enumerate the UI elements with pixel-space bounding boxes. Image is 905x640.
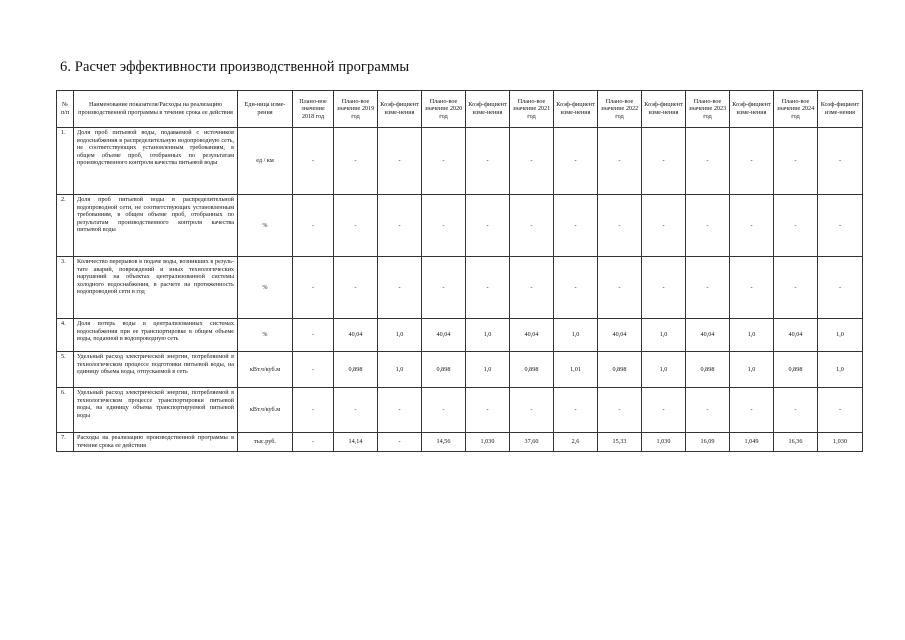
value-cell: - [422,388,466,433]
header-cell: Плано-вое значение 2018 год [293,91,334,128]
value-cell: - [642,195,686,257]
value-cell: - [334,128,378,195]
value-cell: 0,898 [686,352,730,388]
value-cell: 0,898 [598,352,642,388]
value-cell: 14,14 [334,433,378,452]
value-cell: - [510,128,554,195]
value-cell: - [554,257,598,319]
value-cell: 0,898 [510,352,554,388]
value-cell: - [642,388,686,433]
value-cell: 0,898 [422,352,466,388]
value-cell: 40,04 [774,319,818,352]
value-cell: - [730,195,774,257]
value-cell: - [293,195,334,257]
value-cell: - [730,257,774,319]
value-cell: - [422,257,466,319]
table-row [57,319,863,352]
value-cell: - [686,195,730,257]
unit-cell: % [238,195,293,257]
header-cell: Коэф-фициент изме-нения [818,91,863,128]
header-cell: Коэф-фициент изме-нения [466,91,510,128]
value-cell: - [422,195,466,257]
row-number: 7. [57,433,74,452]
value-cell: - [686,257,730,319]
value-cell: - [378,433,422,452]
value-cell: 40,04 [334,319,378,352]
table-row [57,257,863,319]
value-cell: 15,33 [598,433,642,452]
value-cell: 2,6 [554,433,598,452]
header-cell: Еди-ница изме-рения [238,91,293,128]
value-cell: 40,04 [422,319,466,352]
value-cell: 37,60 [510,433,554,452]
value-cell: - [293,352,334,388]
header-cell: Коэф-фициент изме-нения [378,91,422,128]
header-cell: Коэф-фициент изме-нения [642,91,686,128]
row-number: 6. [57,388,74,433]
value-cell: 1,0 [466,319,510,352]
header-cell: Коэф-фициент изме-нения [730,91,774,128]
table-row [57,388,863,433]
value-cell: - [293,433,334,452]
value-cell: - [466,388,510,433]
value-cell: - [818,388,863,433]
header-cell: Плано-вое значение 2021 год [510,91,554,128]
value-cell: - [334,195,378,257]
header-cell: Коэф-фициент изме-нения [554,91,598,128]
value-cell: 1,0 [818,319,863,352]
header-cell: Плано-вое значение 2019 год [334,91,378,128]
value-cell: - [334,388,378,433]
value-cell: - [293,128,334,195]
value-cell: - [554,128,598,195]
value-cell: - [686,128,730,195]
indicator-name: Доля проб питьевой воды в распределительной водопроводной сети, не соответствующих установленным требованиям, в общем объеме проб, отобранных по результатам производственного контроля качества питьевой воды [74,195,238,257]
indicator-name: Количество перерывов в подаче воды, возникших в резуль-тате аварий, повреждений и иных технологических нарушений на объектах централизованной системы холодного водоснабжения, в расчете на протяженность водопроводной сети в год [74,257,238,319]
value-cell: 1,030 [466,433,510,452]
value-cell: - [510,195,554,257]
row-number: 4. [57,319,74,352]
value-cell: - [334,257,378,319]
table-row [57,128,863,195]
value-cell: - [466,257,510,319]
value-cell: - [774,388,818,433]
value-cell: - [378,388,422,433]
header-cell: № п/п [57,91,74,128]
value-cell: - [774,257,818,319]
value-cell: - [598,257,642,319]
row-number: 2. [57,195,74,257]
value-cell: - [378,128,422,195]
header-cell: Наименование показателя/Расходы на реализацию производственной программы в течение срока ее действия [74,91,238,128]
value-cell: 1,0 [730,352,774,388]
value-cell: - [774,195,818,257]
value-cell: - [686,388,730,433]
value-cell: - [554,195,598,257]
value-cell: 1,0 [730,319,774,352]
value-cell: 16,09 [686,433,730,452]
value-cell: 1,01 [554,352,598,388]
value-cell: 0,898 [334,352,378,388]
value-cell: - [598,388,642,433]
indicator-name: Доля потерь воды в централизованных системах водоснабжения при ее транспортировке в общем объеме воды, поданной в водопроводную сеть [74,319,238,352]
table-row [57,433,863,452]
value-cell: 16,36 [774,433,818,452]
header-cell: Плано-вое значение 2024 год [774,91,818,128]
indicator-name: Удельный расход электрической энергии, потребляемой в технологическом процессе транспортировки питьевой воды, на единицу объема транспортируемой питьевой воды [74,388,238,433]
value-cell: - [378,195,422,257]
value-cell: - [293,319,334,352]
value-cell: - [818,257,863,319]
value-cell: - [510,388,554,433]
table-row [57,352,863,388]
value-cell: - [730,388,774,433]
header-cell: Плано-вое значение 2022 год [598,91,642,128]
header-cell: Плано-вое значение 2020 год [422,91,466,128]
value-cell: 1,0 [466,352,510,388]
header-cell: Плано-вое значение 2023 год [686,91,730,128]
indicator-name: Удельный расход электрической энергии, потребляемой в технологическом процессе подготовки питьевой воды, на единицу объема воды, отпускаемой в сеть [74,352,238,388]
value-cell: 1,0 [642,319,686,352]
table-header-row [57,91,863,128]
value-cell: - [293,388,334,433]
value-cell: - [730,128,774,195]
value-cell: - [510,257,554,319]
value-cell: - [378,257,422,319]
value-cell: 40,04 [510,319,554,352]
row-number: 3. [57,257,74,319]
value-cell: - [642,128,686,195]
value-cell: 0,898 [774,352,818,388]
efficiency-table [56,90,863,452]
section-title: 6. Расчет эффективности производственной программы [60,59,410,75]
value-cell: - [466,195,510,257]
value-cell: - [422,128,466,195]
value-cell: - [818,195,863,257]
row-number: 5. [57,352,74,388]
value-cell: 1,0 [378,319,422,352]
value-cell: 14,56 [422,433,466,452]
value-cell: - [466,128,510,195]
unit-cell: ед / км [238,128,293,195]
unit-cell: % [238,257,293,319]
value-cell: - [642,257,686,319]
table-row [57,195,863,257]
indicator-name: Доля проб питьевой воды, подаваемой с источников водоснабжения в распределительную водопроводную сеть, не соответствующих установленным требованиям, в общем объеме проб, отобранных по результатам производственного контроля качества питьевой воды [74,128,238,195]
unit-cell: % [238,319,293,352]
value-cell: - [293,257,334,319]
value-cell: - [598,128,642,195]
value-cell: 1,0 [554,319,598,352]
value-cell: 1,030 [642,433,686,452]
value-cell: 1,030 [818,433,863,452]
indicator-name: Расходы на реализацию производственной программы в течение срока ее действия [74,433,238,452]
value-cell: - [598,195,642,257]
value-cell: - [774,128,818,195]
unit-cell: тыс.руб. [238,433,293,452]
value-cell: - [554,388,598,433]
value-cell: 40,04 [598,319,642,352]
row-number: 1. [57,128,74,195]
unit-cell: кВт.ч/куб.м [238,352,293,388]
value-cell: - [818,128,863,195]
value-cell: 1,0 [378,352,422,388]
value-cell: 1,0 [818,352,863,388]
value-cell: 40,04 [686,319,730,352]
value-cell: 1,0 [642,352,686,388]
value-cell: 1,049 [730,433,774,452]
unit-cell: кВт.ч/куб.м [238,388,293,433]
